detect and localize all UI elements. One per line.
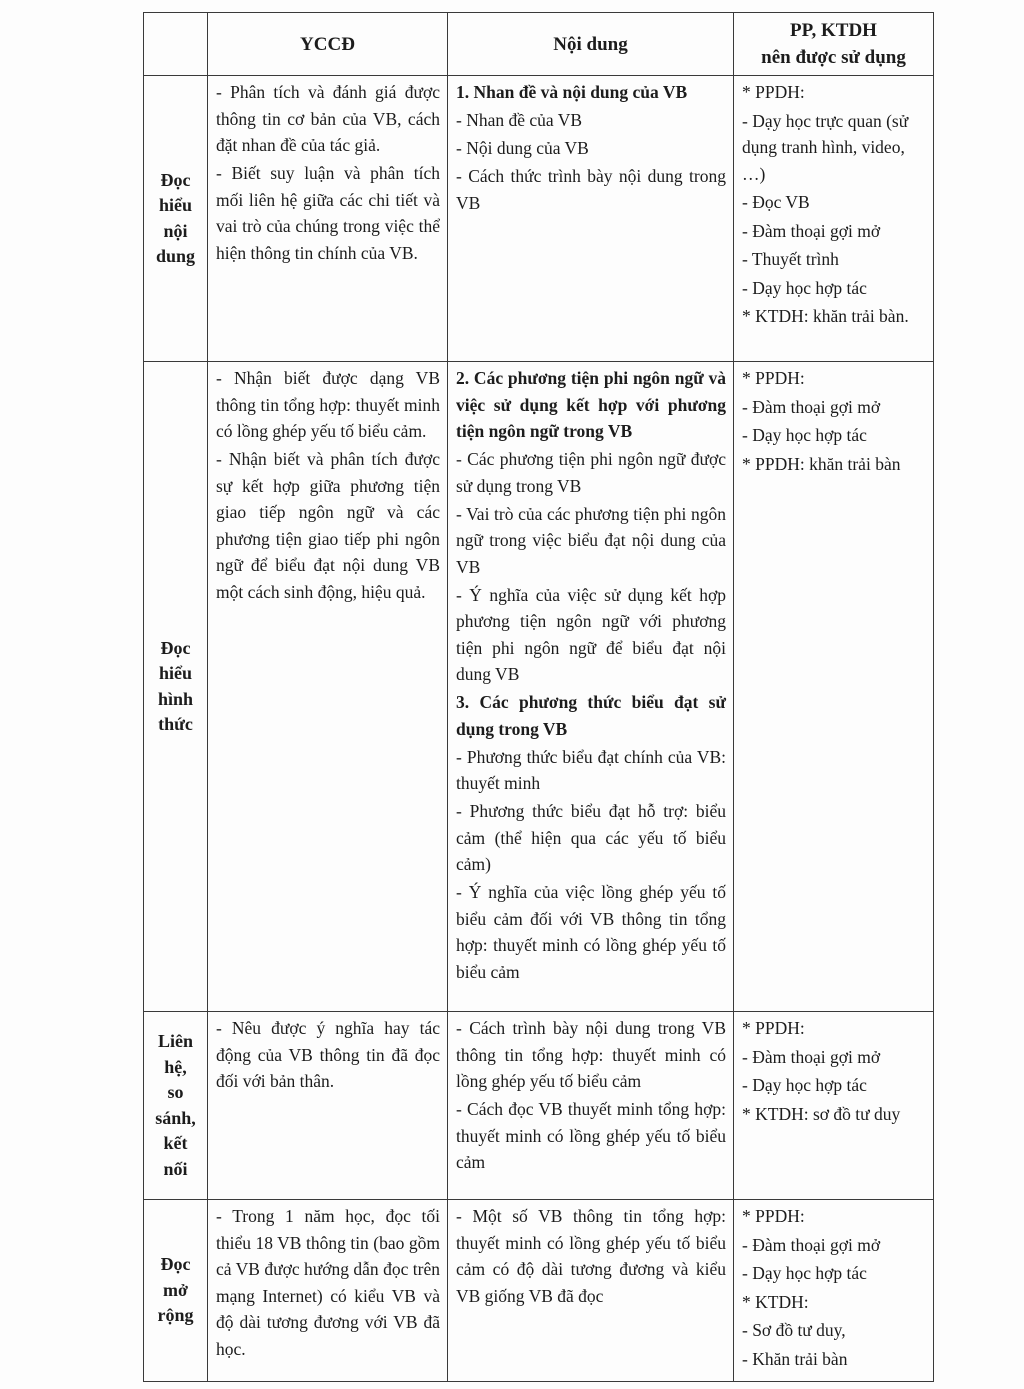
pp-ktdh-item: * PPDH: [742, 1018, 805, 1038]
noi-dung-cell [448, 1012, 734, 1200]
pp-ktdh-cell [734, 1012, 934, 1200]
row-label-cell [144, 76, 208, 362]
header-noi-dung: Nội dung [448, 13, 734, 76]
row-label-word: thức [158, 714, 193, 734]
noi-dung-item: - Nhan đề của VB [456, 110, 583, 130]
pp-ktdh-item: - Đàm thoại gợi mở [742, 220, 881, 241]
pp-ktdh-item: - Thuyết trình [742, 249, 839, 269]
pp-ktdh-item: - Đàm thoại gợi mở [742, 1234, 881, 1255]
header-pp-ktdh [734, 13, 934, 76]
noi-dung-item: - Một số VB thông tin tổng hợp: thuyết minh có lồng ghép yếu tố biểu cảm có độ dài tương đương và kiểu VB giống VB đã đọc [456, 1206, 726, 1306]
header-pp-line2: nên được sử dụng [761, 47, 906, 68]
row-label-cell [144, 362, 208, 1012]
header-yccd: YCCĐ [208, 13, 448, 76]
row-label-word: Đọc [160, 169, 191, 190]
row-label-word: hiểu [158, 663, 192, 683]
pp-ktdh-item: * KTDH: khăn trải bàn. [742, 306, 909, 326]
pp-ktdh-item: - Sơ đồ tư duy, [742, 1320, 846, 1340]
row-label-word: Đọc [160, 1254, 191, 1275]
pp-ktdh-cell [734, 76, 934, 362]
noi-dung-cell [448, 76, 734, 362]
row-label-word: hiểu [158, 195, 192, 215]
pp-ktdh-item: * KTDH: [742, 1291, 809, 1312]
yccd-item: - Nhận biết được dạng VB thông tin tổng hợp: thuyết minh có lồng ghép yếu tố biểu cảm. [216, 368, 440, 441]
row-label-word: sánh, [155, 1107, 196, 1128]
noi-dung-cell [448, 1200, 734, 1382]
pp-ktdh-cell [734, 1200, 934, 1382]
noi-dung-item: - Phương thức biểu đạt hỗ trợ: biểu cảm (thể hiện qua các yếu tố biểu cảm) [456, 801, 726, 874]
yccd-item: - Phân tích và đánh giá được thông tin cơ bản của VB, cách đặt nhan đề của tác giả. [216, 82, 440, 155]
yccd-item: - Biết suy luận và phân tích mối liên hệ giữa các chi tiết và vai trò của chúng trong việc thể hiện thông tin chính của VB. [216, 163, 440, 263]
row-label-word: kết [163, 1133, 188, 1153]
noi-dung-item: - Ý nghĩa của việc sử dụng kết hợp phương tiện ngôn ngữ với phương tiện phi ngôn ngữ để biểu đạt nội dung VB [456, 584, 726, 684]
noi-dung-item: - Vai trò của các phương tiện phi ngôn ngữ trong việc biểu đạt nội dung của VB [456, 503, 726, 577]
row-label-word: dung [155, 246, 196, 266]
noi-dung-item: - Cách thức trình bày nội dung trong VB [456, 166, 726, 213]
yccd-item: - Nhận biết và phân tích được sự kết hợp giữa phương tiện giao tiếp ngôn ngữ và các phương tiện giao tiếp phi ngôn ngữ để biểu đạt nội dung VB một cách sinh động, hiệu quả. [216, 449, 440, 602]
table-row [144, 76, 934, 362]
pp-ktdh-item: * KTDH: sơ đồ tư duy [742, 1103, 901, 1124]
row-label-word: hệ, [164, 1056, 187, 1077]
pp-ktdh-cell [734, 362, 934, 1012]
noi-dung-item: - Nội dung của VB [456, 138, 589, 158]
noi-dung-item: - Cách trình bày nội dung trong VB thông tin tổng hợp: thuyết minh có lồng ghép yếu tố biểu cảm [456, 1018, 726, 1091]
pp-ktdh-item: - Khăn trải bàn [742, 1348, 848, 1369]
table-row [144, 1012, 934, 1200]
row-label-word: nối [163, 1158, 188, 1179]
pp-ktdh-item: - Đàm thoại gợi mở [742, 396, 881, 417]
pp-ktdh-item: * PPDH: [742, 1206, 805, 1226]
pp-ktdh-item: - Đọc VB [742, 192, 810, 212]
pp-ktdh-item: - Dạy học hợp tác [742, 1263, 867, 1283]
pp-ktdh-item: - Dạy học hợp tác [742, 425, 867, 445]
header-pp-line1: PP, KTDH [790, 20, 877, 41]
row-label-word: rộng [157, 1305, 194, 1326]
header-row [144, 13, 934, 76]
row-label-word: mở [163, 1279, 188, 1300]
noi-dung-heading: 2. Các phương tiện phi ngôn ngữ và việc sử dụng kết hợp với phương tiện ngôn ngữ trong VB [456, 368, 726, 441]
yccd-cell [208, 362, 448, 1012]
pp-ktdh-item: - Dạy học trực quan (sử dụng tranh hình, video, …) [742, 110, 909, 184]
yccd-cell [208, 1200, 448, 1382]
table-row [144, 362, 934, 1012]
noi-dung-cell [448, 362, 734, 1012]
table-row [144, 1200, 934, 1382]
row-label-word: Đọc [160, 637, 191, 658]
pp-ktdh-item: - Đàm thoại gợi mở [742, 1046, 881, 1067]
row-label-word: so [167, 1082, 184, 1102]
yccd-item: - Trong 1 năm học, đọc tối thiểu 18 VB thông tin (bao gồm cả VB được hướng dẫn đọc trên mạng Internet) có kiểu VB và độ dài tương đương với VB đã học. [216, 1206, 440, 1359]
row-label-cell [144, 1200, 208, 1382]
header-blank-cell [144, 13, 208, 76]
row-label-word: nội [163, 220, 188, 241]
noi-dung-heading: 3. Các phương thức biểu đạt sử dụng trong VB [456, 692, 726, 739]
noi-dung-item: - Ý nghĩa của việc lồng ghép yếu tố biểu cảm đối với VB thông tin tổng hợp: thuyết minh có lồng ghép yếu tố biểu cảm [456, 882, 726, 982]
noi-dung-item: - Cách đọc VB thuyết minh tổng hợp: thuyết minh có lồng ghép yếu tố biểu cảm [456, 1099, 726, 1172]
noi-dung-heading: 1. Nhan đề và nội dung của VB [456, 82, 688, 102]
row-label-cell [144, 1012, 208, 1200]
pp-ktdh-item: - Dạy học hợp tác [742, 1075, 867, 1095]
row-label-word: Liên [157, 1031, 193, 1051]
pp-ktdh-item: * PPDH: [742, 82, 805, 102]
yccd-cell [208, 1012, 448, 1200]
yccd-item: - Nêu được ý nghĩa hay tác động của VB thông tin đã đọc đối với bản thân. [216, 1018, 440, 1091]
yccd-cell [208, 76, 448, 362]
noi-dung-item: - Phương thức biểu đạt chính của VB: thuyết minh [456, 746, 726, 793]
pp-ktdh-item: * PPDH: [742, 368, 805, 388]
pp-ktdh-item: - Dạy học hợp tác [742, 277, 867, 298]
row-label-word: hình [157, 688, 194, 709]
noi-dung-item: - Các phương tiện phi ngôn ngữ được sử dụng trong VB [456, 449, 726, 496]
pp-ktdh-item: * PPDH: khăn trải bàn [742, 453, 901, 474]
lesson-plan-table [143, 12, 934, 1382]
